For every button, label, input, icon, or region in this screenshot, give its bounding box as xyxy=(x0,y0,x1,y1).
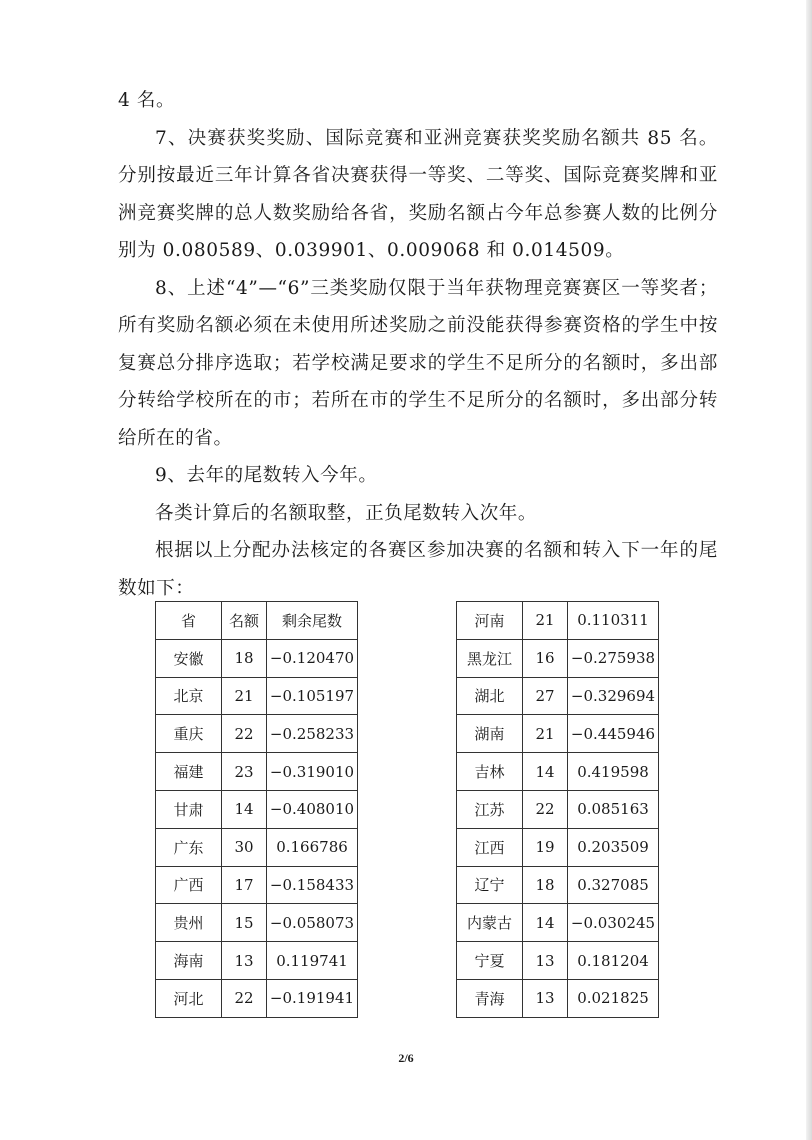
cell-province: 江苏 xyxy=(457,790,523,828)
table-row xyxy=(156,790,358,828)
cell-remainder: −0.445946 xyxy=(568,715,659,753)
cell-province: 辽宁 xyxy=(457,866,523,904)
cell-province: 内蒙古 xyxy=(457,904,523,942)
cell-remainder: −0.058073 xyxy=(267,904,358,942)
paragraph-item-9: 9、去年的尾数转入今年。 xyxy=(155,465,378,486)
cell-quota: 19 xyxy=(523,828,568,866)
cell-province: 宁夏 xyxy=(457,942,523,980)
cell-province: 江西 xyxy=(457,828,523,866)
document-body xyxy=(118,82,718,607)
paragraph-item-7: 7、决赛获奖奖励、国际竞赛和亚洲竞赛获奖奖励名额共 85 名。分别按最近三年计算各省决赛获得一等奖、二等奖、国际竞赛奖牌和亚洲竞赛奖牌的总人数奖励给各省，奖励名额占今年总参赛人数的比例分别为 0.080589、0.039901、0.009068 和 0.014509。 xyxy=(118,127,718,261)
cell-quota: 17 xyxy=(222,866,267,904)
cell-quota: 18 xyxy=(523,866,568,904)
cell-remainder: 0.119741 xyxy=(267,942,358,980)
cell-remainder: 0.181204 xyxy=(568,942,659,980)
header-quota: 名额 xyxy=(222,602,267,640)
paragraph-table-intro: 根据以上分配办法核定的各赛区参加决赛的名额和转入下一年的尾数如下： xyxy=(118,540,718,599)
cell-remainder: 0.327085 xyxy=(568,866,659,904)
table-row xyxy=(156,828,358,866)
table-row xyxy=(156,942,358,980)
table-header-row xyxy=(156,602,358,640)
cell-remainder: −0.258233 xyxy=(267,715,358,753)
table-row xyxy=(457,942,659,980)
quota-table-right xyxy=(456,601,659,1018)
cell-quota: 13 xyxy=(222,942,267,980)
cell-quota: 30 xyxy=(222,828,267,866)
cell-quota: 18 xyxy=(222,639,267,677)
table-row xyxy=(457,753,659,791)
table-row xyxy=(457,790,659,828)
cell-province: 黑龙江 xyxy=(457,639,523,677)
cell-remainder: −0.275938 xyxy=(568,639,659,677)
table-row xyxy=(156,639,358,677)
cell-province: 河北 xyxy=(156,979,222,1017)
table-row xyxy=(457,639,659,677)
cell-remainder: −0.319010 xyxy=(267,753,358,791)
cell-remainder: −0.030245 xyxy=(568,904,659,942)
cell-quota: 21 xyxy=(523,602,568,640)
table-row xyxy=(156,904,358,942)
table-row xyxy=(457,715,659,753)
cell-quota: 22 xyxy=(222,715,267,753)
cell-remainder: 0.110311 xyxy=(568,602,659,640)
paragraph-rounding-note: 各类计算后的名额取整，正负尾数转入次年。 xyxy=(155,502,538,524)
cell-quota: 14 xyxy=(523,904,568,942)
table-row xyxy=(457,828,659,866)
table-row xyxy=(457,979,659,1017)
table-row xyxy=(156,866,358,904)
cell-quota: 14 xyxy=(523,753,568,791)
cell-province: 海南 xyxy=(156,942,222,980)
cell-province: 广西 xyxy=(156,866,222,904)
cell-remainder: −0.329694 xyxy=(568,677,659,715)
table-row xyxy=(156,715,358,753)
cell-quota: 13 xyxy=(523,979,568,1017)
table-row xyxy=(457,904,659,942)
cell-province: 北京 xyxy=(156,677,222,715)
table-row xyxy=(156,979,358,1017)
table-row xyxy=(156,677,358,715)
cell-province: 福建 xyxy=(156,753,222,791)
cell-quota: 23 xyxy=(222,753,267,791)
cell-province: 青海 xyxy=(457,979,523,1017)
cell-province: 重庆 xyxy=(156,715,222,753)
cell-remainder: 0.021825 xyxy=(568,979,659,1017)
cell-quota: 22 xyxy=(523,790,568,828)
table-row xyxy=(457,602,659,640)
page-edge-shadow xyxy=(806,0,812,1140)
cell-quota: 14 xyxy=(222,790,267,828)
cell-quota: 21 xyxy=(523,715,568,753)
quota-table-left xyxy=(155,601,358,1018)
cell-remainder: 0.419598 xyxy=(568,753,659,791)
table-row xyxy=(457,677,659,715)
cell-province: 吉林 xyxy=(457,753,523,791)
cell-remainder: −0.158433 xyxy=(267,866,358,904)
paragraph-item-8: 8、上述“4”—“6”三类奖励仅限于当年获物理竞赛赛区一等奖者；所有奖励名额必须在未使用所述奖励之前没能获得参赛资格的学生中按复赛总分排序选取；若学校满足要求的学生不足所分的名额时，多出部分转给学校所在的市；若所在市的学生不足所分的名额时，多出部分转给所在的省。 xyxy=(118,277,718,449)
cell-quota: 13 xyxy=(523,942,568,980)
cell-quota: 22 xyxy=(222,979,267,1017)
cell-province: 河南 xyxy=(457,602,523,640)
header-remainder: 剩余尾数 xyxy=(267,602,358,640)
cell-remainder: 0.085163 xyxy=(568,790,659,828)
header-province: 省 xyxy=(156,602,222,640)
cell-remainder: −0.408010 xyxy=(267,790,358,828)
cell-province: 贵州 xyxy=(156,904,222,942)
paragraph-continuation: 4 名。 xyxy=(118,90,176,111)
cell-remainder: 0.203509 xyxy=(568,828,659,866)
cell-remainder: −0.120470 xyxy=(267,639,358,677)
cell-remainder: −0.191941 xyxy=(267,979,358,1017)
cell-quota: 15 xyxy=(222,904,267,942)
cell-province: 甘肃 xyxy=(156,790,222,828)
table-row xyxy=(457,866,659,904)
cell-quota: 16 xyxy=(523,639,568,677)
cell-province: 安徽 xyxy=(156,639,222,677)
cell-remainder: 0.166786 xyxy=(267,828,358,866)
cell-remainder: −0.105197 xyxy=(267,677,358,715)
table-row xyxy=(156,753,358,791)
cell-province: 湖北 xyxy=(457,677,523,715)
cell-province: 湖南 xyxy=(457,715,523,753)
cell-province: 广东 xyxy=(156,828,222,866)
cell-quota: 21 xyxy=(222,677,267,715)
page-number: 2/6 xyxy=(398,1051,414,1065)
cell-quota: 27 xyxy=(523,677,568,715)
